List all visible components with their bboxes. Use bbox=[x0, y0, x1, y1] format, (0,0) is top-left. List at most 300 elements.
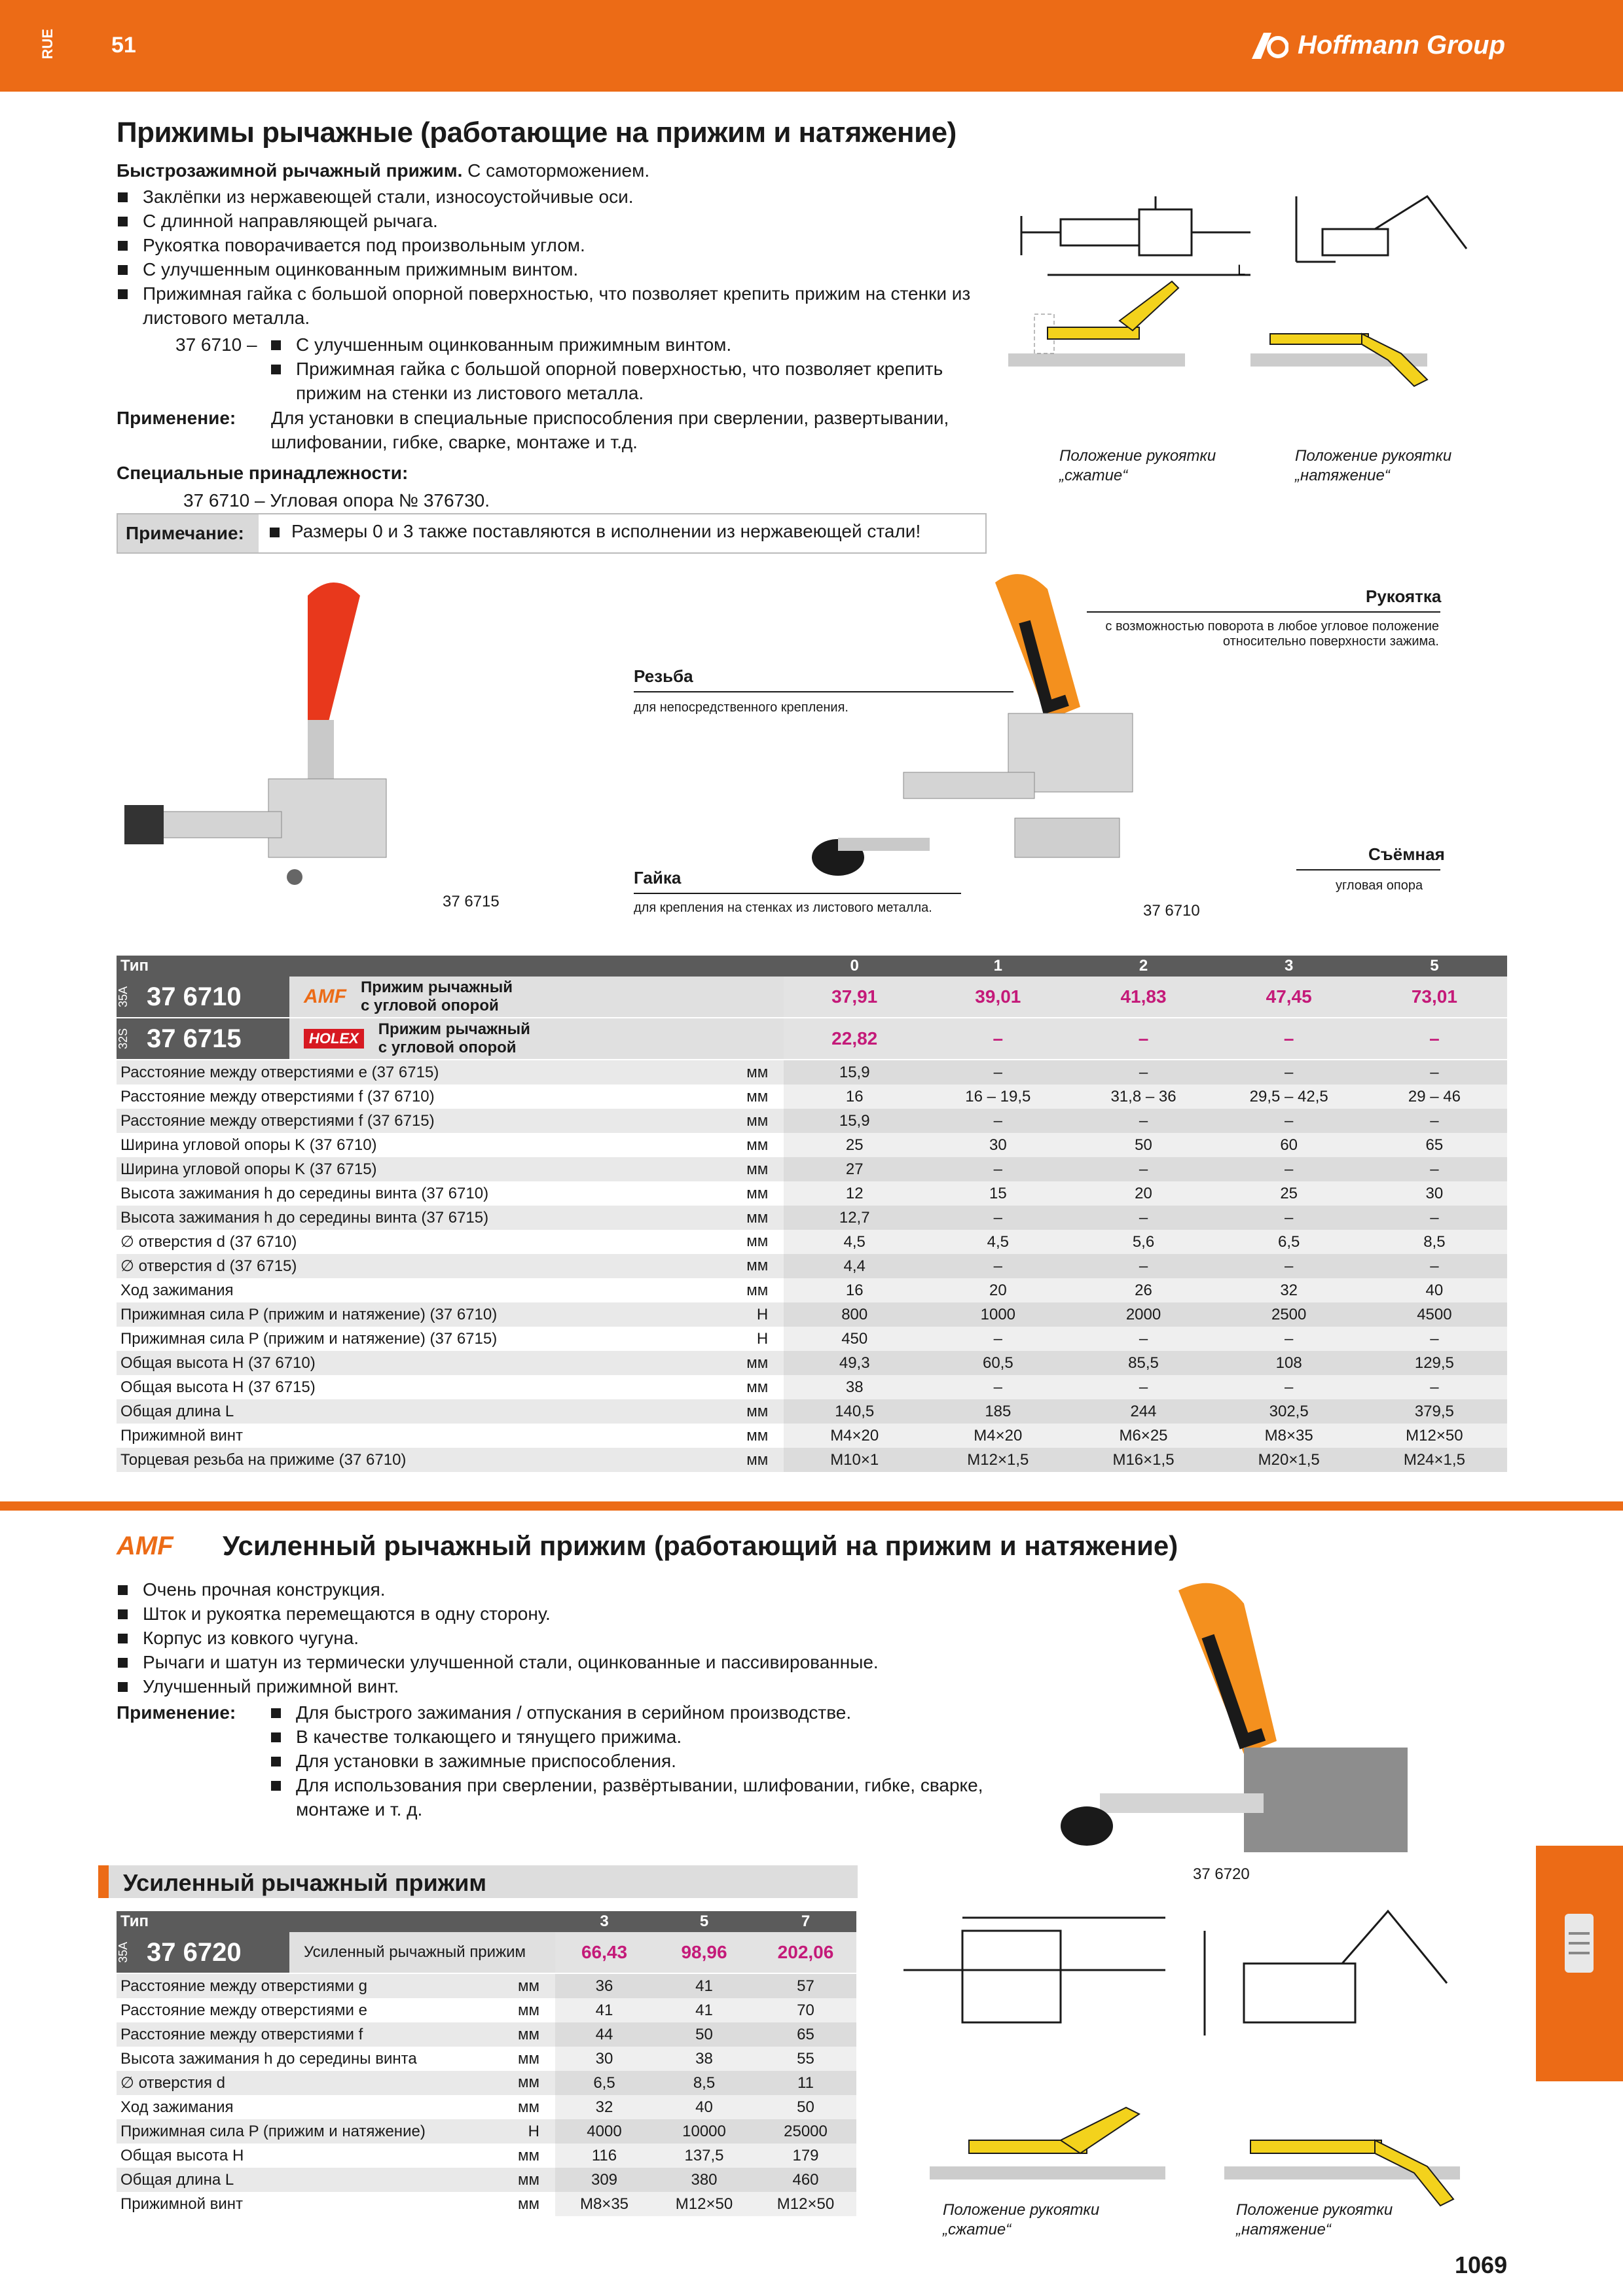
value-cell: – bbox=[1070, 1060, 1216, 1085]
intro-rest: С самоторможением. bbox=[462, 160, 650, 181]
dimension-drawing-376720 bbox=[890, 1905, 1519, 2245]
product-row bbox=[117, 1018, 1507, 1060]
table-row bbox=[117, 1399, 1507, 1424]
value-cell: 129,5 bbox=[1362, 1351, 1507, 1375]
price-cell: – bbox=[1362, 1018, 1507, 1060]
callout-line bbox=[1296, 869, 1440, 870]
article-number: 37 6720 bbox=[135, 1932, 289, 1973]
value-cell: 10000 bbox=[653, 2119, 755, 2144]
price-cell: 202,06 bbox=[755, 1932, 856, 1973]
value-cell: 32 bbox=[555, 2095, 653, 2119]
row-label-cell bbox=[117, 1998, 555, 2022]
value-cell: 108 bbox=[1216, 1351, 1362, 1375]
callout-line bbox=[1087, 611, 1440, 613]
photo-code-376710: 37 6710 bbox=[1143, 902, 1200, 920]
value-cell: 27 bbox=[784, 1157, 925, 1181]
value-cell: – bbox=[925, 1060, 1070, 1085]
list-item: Рычаги и шатун из термически улучшенной стали, оцинкованные и пассивированные. bbox=[117, 1650, 968, 1674]
row-label: Высота зажимания h до середины винта (37 6710) bbox=[120, 1184, 489, 1202]
table-row bbox=[117, 1060, 1507, 1085]
row-unit: мм bbox=[746, 1378, 769, 1396]
value-cell: 137,5 bbox=[653, 2144, 755, 2168]
row-label-cell bbox=[117, 1230, 784, 1254]
price-cell: 73,01 bbox=[1362, 977, 1507, 1018]
price-cell: 98,96 bbox=[653, 1932, 755, 1973]
value-cell: 65 bbox=[1362, 1133, 1507, 1157]
list-item: Очень прочная конструкция. bbox=[117, 1577, 968, 1602]
value-cell: 38 bbox=[784, 1375, 925, 1399]
row-label-cell bbox=[117, 2192, 555, 2216]
value-cell: – bbox=[925, 1157, 1070, 1181]
column-header: 3 bbox=[555, 1911, 653, 1932]
value-cell: 1000 bbox=[925, 1302, 1070, 1327]
value-cell: 50 bbox=[1070, 1133, 1216, 1157]
column-header: 2 bbox=[1070, 956, 1216, 977]
holex-logo: HOLEX bbox=[304, 1029, 364, 1049]
value-cell: M6×25 bbox=[1070, 1424, 1216, 1448]
callout-line bbox=[634, 893, 961, 894]
value-cell: – bbox=[1362, 1060, 1507, 1085]
row-label: Расстояние между отверстиями e bbox=[120, 2001, 367, 2019]
type-label: Тип bbox=[117, 956, 784, 977]
value-cell: 40 bbox=[1362, 1278, 1507, 1302]
row-label: Прижимная сила P (прижим и натяжение) bbox=[120, 2122, 426, 2140]
row-label-cell bbox=[117, 1375, 784, 1399]
application-label: Применение: bbox=[117, 1702, 236, 1723]
row-unit: мм bbox=[518, 2170, 539, 2189]
row-unit: мм bbox=[746, 1208, 769, 1227]
value-cell: 5,6 bbox=[1070, 1230, 1216, 1254]
caption-line: Положение рукоятки bbox=[943, 2201, 1100, 2219]
price-cell: – bbox=[1070, 1018, 1216, 1060]
table-row bbox=[117, 2047, 856, 2071]
product-photo-376715 bbox=[111, 569, 517, 929]
table-row bbox=[117, 1278, 1507, 1302]
value-cell: 15 bbox=[925, 1181, 1070, 1206]
value-cell: – bbox=[1216, 1254, 1362, 1278]
row-unit: мм bbox=[746, 1450, 769, 1469]
value-cell: – bbox=[1362, 1206, 1507, 1230]
spec-table-2-body bbox=[117, 1973, 856, 2216]
value-cell: M12×1,5 bbox=[925, 1448, 1070, 1472]
note-label: Примечание: bbox=[118, 514, 259, 552]
value-cell: 49,3 bbox=[784, 1351, 925, 1375]
note-value: Размеры 0 и 3 также поставляются в исполнении из нержавеющей стали! bbox=[291, 521, 921, 541]
value-cell: 60,5 bbox=[925, 1351, 1070, 1375]
value-cell: 65 bbox=[755, 2022, 856, 2047]
value-cell: 2500 bbox=[1216, 1302, 1362, 1327]
list-item: Для использования при сверлении, развёртывании, шлифовании, гибке, сварке, монтаже и т. д. bbox=[270, 1773, 1010, 1821]
value-cell: 85,5 bbox=[1070, 1351, 1216, 1375]
value-cell: 20 bbox=[1070, 1181, 1216, 1206]
callout-support-text: угловая опора bbox=[1336, 878, 1423, 893]
row-label-cell bbox=[117, 1085, 784, 1109]
row-unit: Н bbox=[756, 1305, 769, 1323]
row-label-cell bbox=[117, 1181, 784, 1206]
row-unit: мм bbox=[746, 1354, 769, 1372]
row-unit: мм bbox=[518, 2195, 539, 2213]
row-label: Расстояние между отверстиями f (37 6710) bbox=[120, 1087, 435, 1105]
value-cell: 50 bbox=[653, 2022, 755, 2047]
row-label-cell bbox=[117, 2144, 555, 2168]
row-unit: мм bbox=[746, 1281, 769, 1299]
value-cell: 12 bbox=[784, 1181, 925, 1206]
brand-logo bbox=[1252, 30, 1505, 60]
note-text bbox=[270, 521, 921, 542]
value-cell: – bbox=[1362, 1254, 1507, 1278]
catalog-section-number: 51 bbox=[111, 33, 136, 58]
row-label: Прижимной винт bbox=[120, 1426, 244, 1444]
table-header-row bbox=[117, 1911, 856, 1932]
row-label-cell bbox=[117, 2047, 555, 2071]
row-unit: мм bbox=[746, 1111, 769, 1130]
value-cell: 302,5 bbox=[1216, 1399, 1362, 1424]
row-label: Ход зажимания bbox=[120, 1281, 234, 1299]
row-label: Ширина угловой опоры K (37 6710) bbox=[120, 1136, 377, 1154]
row-label-cell bbox=[117, 2168, 555, 2192]
price-cell: 41,83 bbox=[1070, 977, 1216, 1018]
value-cell: 16 bbox=[784, 1278, 925, 1302]
value-cell: 26 bbox=[1070, 1278, 1216, 1302]
table-row bbox=[117, 1302, 1507, 1327]
value-cell: 8,5 bbox=[653, 2071, 755, 2095]
row-unit: мм bbox=[746, 1426, 769, 1444]
callout-support-title: Съёмная bbox=[1368, 844, 1445, 864]
price-cell: 22,82 bbox=[784, 1018, 925, 1060]
value-cell: 60 bbox=[1216, 1133, 1362, 1157]
side-tab[interactable] bbox=[1536, 1846, 1623, 2081]
callout-handle-text bbox=[1103, 619, 1439, 649]
value-cell: 800 bbox=[784, 1302, 925, 1327]
value-cell: M24×1,5 bbox=[1362, 1448, 1507, 1472]
value-cell: – bbox=[1216, 1060, 1362, 1085]
value-cell: 244 bbox=[1070, 1399, 1216, 1424]
row-label: Расстояние между отверстиями g bbox=[120, 1977, 367, 1995]
product-row bbox=[117, 1932, 856, 1973]
value-cell: 50 bbox=[755, 2095, 856, 2119]
price-cell: – bbox=[925, 1018, 1070, 1060]
row-unit: мм bbox=[518, 2049, 539, 2068]
value-cell: 55 bbox=[755, 2047, 856, 2071]
value-cell: 185 bbox=[925, 1399, 1070, 1424]
value-cell: – bbox=[1362, 1327, 1507, 1351]
callout-thread-text: для непосредственного крепления. bbox=[634, 700, 848, 715]
sub-code: 37 6710 – bbox=[175, 334, 257, 355]
caption-line: „натяжение“ bbox=[1236, 2221, 1331, 2238]
column-header: 1 bbox=[925, 956, 1070, 977]
hoffmann-logo-icon bbox=[1252, 30, 1288, 60]
value-cell: – bbox=[1070, 1206, 1216, 1230]
value-cell: – bbox=[1362, 1109, 1507, 1133]
product-name-line: Прижим рычажный bbox=[378, 1020, 530, 1038]
row-label: ∅ отверстия d bbox=[120, 2074, 225, 2092]
product-name-line: с угловой опорой bbox=[378, 1039, 517, 1056]
list-item: Для быстрого зажимания / отпускания в серийном производстве. bbox=[270, 1700, 1010, 1725]
price-cell: – bbox=[1216, 1018, 1362, 1060]
callout-nut-title: Гайка bbox=[634, 868, 682, 888]
row-label: Общая длина L bbox=[120, 2170, 234, 2189]
value-cell: 20 bbox=[925, 1278, 1070, 1302]
caption-line: „сжатие“ bbox=[943, 2221, 1012, 2238]
intro-bold: Быстрозажимной рычажный прижим. bbox=[117, 160, 463, 181]
value-cell: – bbox=[1216, 1157, 1362, 1181]
row-label-cell bbox=[117, 1157, 784, 1181]
table-row bbox=[117, 1230, 1507, 1254]
price-cell: 39,01 bbox=[925, 977, 1070, 1018]
caption-line: Положение рукоятки bbox=[1295, 447, 1452, 465]
table-row bbox=[117, 1133, 1507, 1157]
row-label-cell bbox=[117, 1973, 555, 1998]
table-header-row bbox=[117, 956, 1507, 977]
callout-line bbox=[634, 691, 1013, 692]
row-label-cell bbox=[117, 1448, 784, 1472]
section1-intro bbox=[117, 158, 649, 183]
value-cell: 41 bbox=[653, 1998, 755, 2022]
table-row bbox=[117, 1206, 1507, 1230]
row-label: Прижимной винт bbox=[120, 2195, 244, 2213]
row-label: ∅ отверстия d (37 6710) bbox=[120, 1233, 297, 1251]
price-cell: 66,43 bbox=[555, 1932, 653, 1973]
value-cell: 309 bbox=[555, 2168, 653, 2192]
product-name bbox=[361, 978, 513, 1015]
section1-title: Прижимы рычажные (работающие на прижим и натяжение) bbox=[117, 117, 957, 149]
row-unit: мм bbox=[518, 2098, 539, 2116]
application-bullets bbox=[270, 1700, 1010, 1821]
row-label: Расстояние между отверстиями e (37 6715) bbox=[120, 1063, 439, 1081]
product-name-line: Прижим рычажный bbox=[360, 978, 513, 996]
row-unit: мм bbox=[518, 2001, 539, 2019]
list-item: Шток и рукоятка перемещаются в одну сторону. bbox=[117, 1602, 968, 1626]
value-cell: 116 bbox=[555, 2144, 653, 2168]
row-label: Торцевая резьба на прижиме (37 6710) bbox=[120, 1450, 407, 1469]
value-cell: 29 – 46 bbox=[1362, 1085, 1507, 1109]
clamp-category-icon bbox=[1559, 1914, 1599, 1973]
row-label: Общая длина L bbox=[120, 1402, 234, 1420]
value-cell: 41 bbox=[653, 1973, 755, 1998]
section2-bullets bbox=[117, 1577, 968, 1698]
value-cell: 70 bbox=[755, 1998, 856, 2022]
value-cell: 4,4 bbox=[784, 1254, 925, 1278]
amf-logo: AMF bbox=[117, 1532, 173, 1560]
value-cell: 41 bbox=[555, 1998, 653, 2022]
value-cell: – bbox=[1070, 1327, 1216, 1351]
row-label: Ширина угловой опоры K (37 6715) bbox=[120, 1160, 377, 1178]
value-cell: 4500 bbox=[1362, 1302, 1507, 1327]
table-row bbox=[117, 1375, 1507, 1399]
accessories-label: Специальные принадлежности: bbox=[117, 463, 409, 483]
row-unit: мм bbox=[746, 1160, 769, 1178]
caption-line: „сжатие“ bbox=[1059, 467, 1128, 484]
product-row bbox=[117, 977, 1507, 1018]
table-row bbox=[117, 2192, 856, 2216]
value-cell: 38 bbox=[653, 2047, 755, 2071]
list-item: С улучшенным оцинкованным прижимным винтом. bbox=[117, 257, 994, 281]
value-cell: 32 bbox=[1216, 1278, 1362, 1302]
price-cell: 47,45 bbox=[1216, 977, 1362, 1018]
row-label-cell bbox=[117, 1327, 784, 1351]
section2-title: Усиленный рычажный прижим (работающий на прижим и натяжение) bbox=[223, 1530, 1178, 1561]
table-row bbox=[117, 1181, 1507, 1206]
value-cell: 15,9 bbox=[784, 1060, 925, 1085]
value-cell: M8×35 bbox=[1216, 1424, 1362, 1448]
value-cell: 140,5 bbox=[784, 1399, 925, 1424]
value-cell: – bbox=[1070, 1109, 1216, 1133]
value-cell: 4000 bbox=[555, 2119, 653, 2144]
column-header: 0 bbox=[784, 956, 925, 977]
value-cell: – bbox=[925, 1109, 1070, 1133]
value-cell: 12,7 bbox=[784, 1206, 925, 1230]
list-item: Прижимная гайка с большой опорной поверхностью, что позволяет крепить прижим на стенки из листового металла. bbox=[117, 281, 994, 330]
value-cell: 25000 bbox=[755, 2119, 856, 2144]
value-cell: 30 bbox=[925, 1133, 1070, 1157]
value-cell: 6,5 bbox=[555, 2071, 653, 2095]
value-cell: 29,5 – 42,5 bbox=[1216, 1085, 1362, 1109]
side-code: 35A bbox=[117, 977, 135, 1017]
diagram-caption-clamp bbox=[943, 2200, 1099, 2240]
language-code: RUE bbox=[39, 29, 56, 60]
value-cell: 25 bbox=[1216, 1181, 1362, 1206]
diagram-caption-clamp bbox=[1059, 446, 1216, 486]
type-label: Тип bbox=[117, 1911, 555, 1932]
table-row bbox=[117, 1085, 1507, 1109]
value-cell: 450 bbox=[784, 1327, 925, 1351]
callout-line-text: относительно поверхности зажима. bbox=[1222, 634, 1439, 649]
value-cell: – bbox=[925, 1206, 1070, 1230]
value-cell: – bbox=[925, 1254, 1070, 1278]
callout-nut-text: для крепления на стенках из листового металла. bbox=[634, 901, 932, 915]
row-unit: мм bbox=[518, 2073, 539, 2091]
row-label: Общая высота H bbox=[120, 2146, 244, 2164]
subsection-accent bbox=[98, 1865, 109, 1898]
value-cell: 8,5 bbox=[1362, 1230, 1507, 1254]
column-header: 7 bbox=[755, 1911, 856, 1932]
row-label-cell bbox=[117, 1254, 784, 1278]
sub-bullets bbox=[270, 332, 990, 405]
row-label-cell bbox=[117, 1278, 784, 1302]
list-item: В качестве толкающего и тянущего прижима. bbox=[270, 1725, 1010, 1749]
value-cell: 30 bbox=[555, 2047, 653, 2071]
spec-table-1 bbox=[117, 956, 1507, 1472]
bullet-icon bbox=[270, 528, 280, 537]
row-unit: мм bbox=[518, 1977, 539, 1995]
caption-line: Положение рукоятки bbox=[1236, 2201, 1393, 2219]
value-cell: – bbox=[1216, 1109, 1362, 1133]
row-label: Прижимная сила P (прижим и натяжение) (37 6710) bbox=[120, 1305, 498, 1323]
value-cell: 57 bbox=[755, 1973, 856, 1998]
value-cell: 2000 bbox=[1070, 1302, 1216, 1327]
table-row bbox=[117, 2144, 856, 2168]
row-label-cell bbox=[117, 2071, 555, 2095]
value-cell: M4×20 bbox=[925, 1424, 1070, 1448]
diagram-caption-tension bbox=[1236, 2200, 1393, 2240]
row-label: Расстояние между отверстиями f bbox=[120, 2025, 363, 2043]
column-header: 5 bbox=[1362, 956, 1507, 977]
value-cell: 36 bbox=[555, 1973, 653, 1998]
row-label-cell bbox=[117, 1302, 784, 1327]
value-cell: 40 bbox=[653, 2095, 755, 2119]
row-unit: мм bbox=[746, 1136, 769, 1154]
table-row bbox=[117, 1424, 1507, 1448]
table-row bbox=[117, 1254, 1507, 1278]
row-label-cell bbox=[117, 1060, 784, 1085]
row-label-cell bbox=[117, 2095, 555, 2119]
table-row bbox=[117, 1327, 1507, 1351]
page-number: 1069 bbox=[1455, 2251, 1508, 2278]
row-unit: мм bbox=[746, 1063, 769, 1081]
table-row bbox=[117, 1351, 1507, 1375]
row-label-cell bbox=[117, 2119, 555, 2144]
note-box bbox=[117, 513, 987, 554]
list-item: Корпус из ковкого чугуна. bbox=[117, 1626, 968, 1650]
list-item: С длинной направляющей рычага. bbox=[117, 209, 994, 233]
value-cell: 179 bbox=[755, 2144, 856, 2168]
row-unit: мм bbox=[518, 2025, 539, 2043]
value-cell: M16×1,5 bbox=[1070, 1448, 1216, 1472]
table-row bbox=[117, 1448, 1507, 1472]
table-row bbox=[117, 1157, 1507, 1181]
caption-line: Положение рукоятки bbox=[1059, 447, 1216, 465]
value-cell: 380 bbox=[653, 2168, 755, 2192]
value-cell: – bbox=[1362, 1375, 1507, 1399]
callout-line-text: с возможностью поворота в любое угловое положение bbox=[1105, 619, 1439, 634]
spec-table-1-body bbox=[117, 1060, 1507, 1472]
callout-thread-title: Резьба bbox=[634, 666, 693, 686]
value-cell: 11 bbox=[755, 2071, 856, 2095]
caption-line: „натяжение“ bbox=[1295, 467, 1390, 484]
value-cell: 460 bbox=[755, 2168, 856, 2192]
row-unit: Н bbox=[528, 2122, 539, 2140]
table-row bbox=[117, 2071, 856, 2095]
value-cell: – bbox=[1216, 1327, 1362, 1351]
application-label: Применение: bbox=[117, 408, 236, 428]
row-label-cell bbox=[117, 1351, 784, 1375]
value-cell: – bbox=[1216, 1206, 1362, 1230]
row-unit: мм bbox=[746, 1402, 769, 1420]
value-cell: M4×20 bbox=[784, 1424, 925, 1448]
value-cell: – bbox=[1362, 1157, 1507, 1181]
value-cell: – bbox=[925, 1327, 1070, 1351]
subsection-title: Усиленный рычажный прижим bbox=[123, 1869, 487, 1896]
value-cell: 6,5 bbox=[1216, 1230, 1362, 1254]
spec-table-2 bbox=[117, 1911, 856, 2216]
row-unit: мм bbox=[746, 1184, 769, 1202]
section1-bullets bbox=[117, 185, 994, 330]
subsection-header bbox=[98, 1865, 858, 1898]
value-cell: 16 bbox=[784, 1085, 925, 1109]
row-label: Прижимная сила P (прижим и натяжение) (37 6715) bbox=[120, 1329, 498, 1348]
row-unit: мм bbox=[746, 1257, 769, 1274]
section-separator bbox=[0, 1501, 1623, 1511]
row-label-cell bbox=[117, 1424, 784, 1448]
row-unit: мм bbox=[746, 1087, 769, 1105]
table-row bbox=[117, 2022, 856, 2047]
dimension-drawing-376710 bbox=[1008, 170, 1519, 432]
row-label-cell bbox=[117, 1109, 784, 1133]
value-cell: M20×1,5 bbox=[1216, 1448, 1362, 1472]
diagram-caption-tension bbox=[1295, 446, 1451, 486]
product-name-line: с угловой опорой bbox=[360, 997, 499, 1014]
row-unit: мм bbox=[518, 2146, 539, 2164]
value-cell: M12×50 bbox=[755, 2192, 856, 2216]
article-number: 37 6710 bbox=[135, 977, 289, 1017]
value-cell: M8×35 bbox=[555, 2192, 653, 2216]
photo-code-376715: 37 6715 bbox=[443, 893, 500, 910]
row-label-cell bbox=[117, 1133, 784, 1157]
list-item: Заклёпки из нержавеющей стали, износоустойчивые оси. bbox=[117, 185, 994, 209]
product-name bbox=[378, 1020, 530, 1057]
value-cell: 44 bbox=[555, 2022, 653, 2047]
value-cell: – bbox=[1070, 1375, 1216, 1399]
